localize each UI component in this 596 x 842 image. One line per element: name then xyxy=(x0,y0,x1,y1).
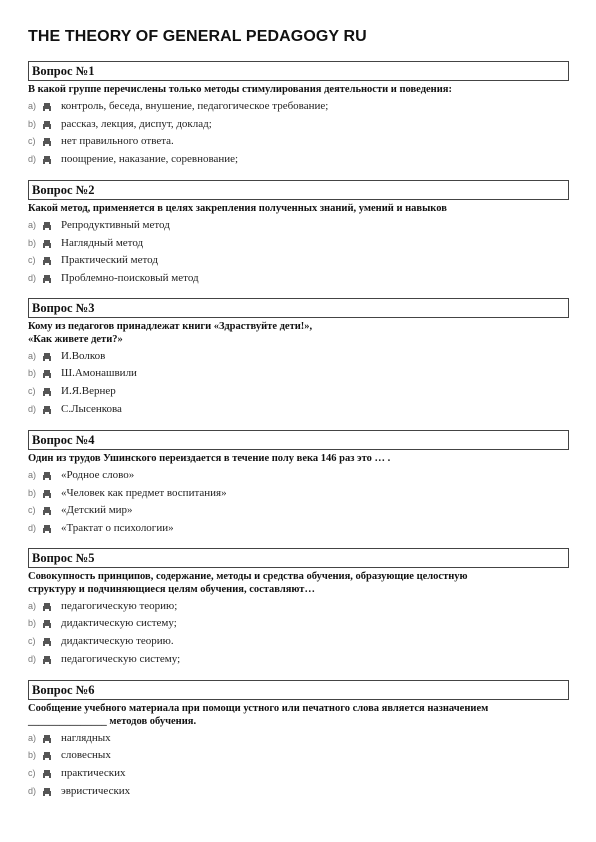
answer-option[interactable] xyxy=(28,597,569,615)
option-text: дидактическую систему; xyxy=(61,617,177,630)
option-letter: c) xyxy=(28,136,36,147)
option-marker-icon xyxy=(42,155,52,165)
option-marker-icon xyxy=(42,239,52,249)
question-2 xyxy=(28,180,569,287)
option-text: «Детский мир» xyxy=(61,504,133,517)
answer-options xyxy=(28,98,569,168)
option-letter: a) xyxy=(28,600,37,611)
question-header: Вопрос №5 xyxy=(28,548,569,568)
option-marker-icon xyxy=(42,787,52,797)
option-letter: b) xyxy=(28,750,37,761)
answer-options xyxy=(28,729,569,799)
option-marker-icon xyxy=(42,274,52,284)
option-text: «Родное слово» xyxy=(61,469,135,482)
option-marker-icon xyxy=(42,405,52,415)
option-letter: a) xyxy=(28,732,37,743)
answer-option[interactable] xyxy=(28,133,569,151)
option-text: наглядных xyxy=(61,731,111,744)
option-letter: d) xyxy=(28,523,37,534)
option-text: педагогическую теорию; xyxy=(61,599,178,612)
answer-option[interactable] xyxy=(28,150,569,168)
answer-option[interactable] xyxy=(28,234,569,252)
option-marker-icon xyxy=(42,769,52,779)
answer-option[interactable] xyxy=(28,382,569,400)
answer-options xyxy=(28,217,569,287)
option-marker-icon xyxy=(42,751,52,761)
answer-option[interactable] xyxy=(28,519,569,537)
option-text: поощрение, наказание, соревнование; xyxy=(61,153,239,166)
option-marker-icon xyxy=(42,256,52,266)
option-marker-icon xyxy=(42,352,52,362)
question-header: Вопрос №1 xyxy=(28,61,569,81)
answer-options xyxy=(28,347,569,417)
page-title: THE THEORY OF GENERAL PEDAGOGY RU xyxy=(28,28,367,45)
question-text: Кому из педагогов принадлежат книги «Здраствуйте дети!», «Как живете дети?» xyxy=(28,321,313,345)
option-text: рассказ, лекция, диспут, доклад; xyxy=(61,117,212,130)
question-header: Вопрос №6 xyxy=(28,680,569,700)
option-letter: a) xyxy=(28,350,37,361)
answer-option[interactable] xyxy=(28,115,569,133)
option-marker-icon xyxy=(42,120,52,130)
option-text: контроль, беседа, внушение, педагогическое требование; xyxy=(61,100,329,113)
option-letter: c) xyxy=(28,767,36,778)
answer-option[interactable] xyxy=(28,632,569,650)
option-letter: d) xyxy=(28,273,37,284)
option-letter: c) xyxy=(28,255,36,266)
option-marker-icon xyxy=(42,221,52,231)
option-marker-icon xyxy=(42,137,52,147)
option-marker-icon xyxy=(42,637,52,647)
answer-option[interactable] xyxy=(28,365,569,383)
option-text: И.Волков xyxy=(61,349,106,362)
option-text: «Трактат о психологии» xyxy=(61,522,174,535)
option-text: Наглядный метод xyxy=(61,236,144,249)
answer-option[interactable] xyxy=(28,782,569,800)
answer-options xyxy=(28,467,569,537)
answer-option[interactable] xyxy=(28,747,569,765)
answer-option[interactable] xyxy=(28,615,569,633)
option-text: Репродуктивный метод xyxy=(61,219,170,232)
option-letter: c) xyxy=(28,385,36,396)
option-letter: d) xyxy=(28,785,37,796)
answer-option[interactable] xyxy=(28,764,569,782)
option-marker-icon xyxy=(42,602,52,612)
option-letter: c) xyxy=(28,635,36,646)
option-letter: b) xyxy=(28,487,37,498)
answer-options xyxy=(28,597,569,667)
question-header: Вопрос №4 xyxy=(28,430,569,450)
option-letter: a) xyxy=(28,470,37,481)
question-text: Один из трудов Ушинского переиздается в течение полу века 146 раз это … . xyxy=(28,453,391,464)
option-letter: b) xyxy=(28,237,37,248)
option-text: педагогическую систему; xyxy=(61,652,181,665)
question-3 xyxy=(28,298,569,417)
question-text: В какой группе перечислены только методы стимулирования деятельности и поведения: xyxy=(28,84,452,95)
answer-option[interactable] xyxy=(28,347,569,365)
question-text: Какой метод, применяется в целях закрепления полученных знаний, умений и навыков xyxy=(28,203,447,214)
question-text: Сообщение учебного материала при помощи устного или печатного слова является назначением _______________ методов обучения. xyxy=(28,703,489,727)
option-letter: d) xyxy=(28,653,37,664)
answer-option[interactable] xyxy=(28,467,569,485)
option-marker-icon xyxy=(42,471,52,481)
option-marker-icon xyxy=(42,524,52,534)
option-text: И.Я.Вернер xyxy=(61,384,116,397)
option-letter: b) xyxy=(28,618,37,629)
option-text: Ш.Амонашвили xyxy=(61,367,137,380)
option-marker-icon xyxy=(42,619,52,629)
question-header: Вопрос №2 xyxy=(28,180,569,200)
option-letter: d) xyxy=(28,154,37,165)
option-letter: b) xyxy=(28,368,37,379)
answer-option[interactable] xyxy=(28,217,569,235)
option-text: «Человек как предмет воспитания» xyxy=(61,486,227,499)
option-letter: a) xyxy=(28,220,37,231)
answer-option[interactable] xyxy=(28,650,569,668)
question-6 xyxy=(28,680,569,799)
option-text: нет правильного ответа. xyxy=(61,135,174,148)
question-text: Совокупность принципов, содержание, методы и средства обучения, образующие целостную структуру и подчиняющиеся целям обучения, составляют… xyxy=(28,571,468,595)
option-marker-icon xyxy=(42,369,52,379)
option-marker-icon xyxy=(42,489,52,499)
question-4 xyxy=(28,430,569,537)
option-letter: c) xyxy=(28,505,36,516)
option-marker-icon xyxy=(42,387,52,397)
question-header: Вопрос №3 xyxy=(28,298,569,318)
question-5 xyxy=(28,548,569,667)
answer-option[interactable] xyxy=(28,269,569,287)
option-marker-icon xyxy=(42,506,52,516)
option-marker-icon xyxy=(42,734,52,744)
option-text: С.Лысенкова xyxy=(61,402,122,415)
option-text: словесных xyxy=(61,749,111,762)
question-1 xyxy=(28,61,569,168)
answer-option[interactable] xyxy=(28,400,569,418)
option-marker-icon xyxy=(42,655,52,665)
answer-option[interactable] xyxy=(28,98,569,116)
option-marker-icon xyxy=(42,102,52,112)
answer-option[interactable] xyxy=(28,484,569,502)
option-text: Проблемно-поисковый метод xyxy=(61,272,199,285)
option-letter: b) xyxy=(28,118,37,129)
answer-option[interactable] xyxy=(28,502,569,520)
option-letter: d) xyxy=(28,403,37,414)
option-text: дидактическую теорию. xyxy=(61,634,174,647)
option-letter: a) xyxy=(28,101,37,112)
answer-option[interactable] xyxy=(28,729,569,747)
answer-option[interactable] xyxy=(28,252,569,270)
option-text: практических xyxy=(61,766,126,779)
option-text: Практический метод xyxy=(61,254,158,267)
option-text: эвристических xyxy=(61,784,131,797)
